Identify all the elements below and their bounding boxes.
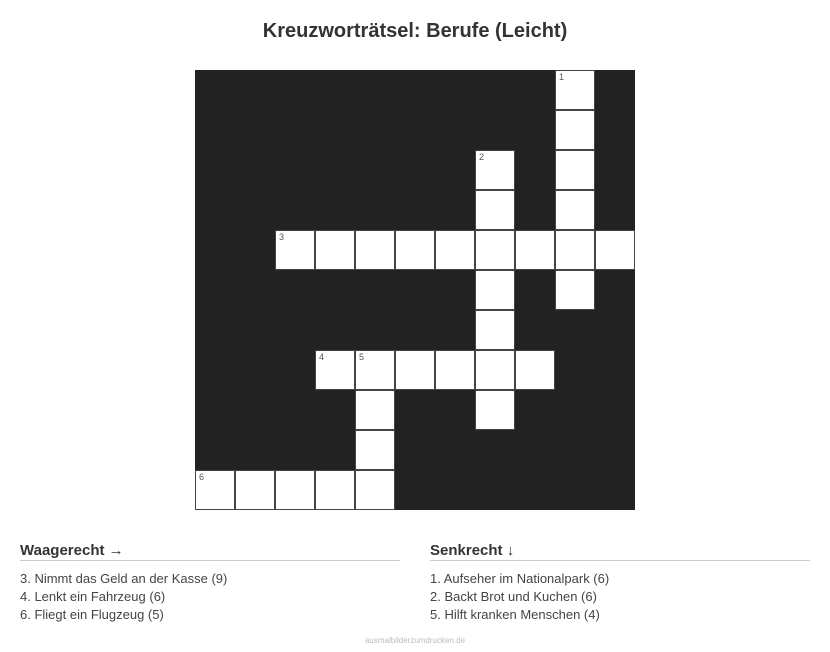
clue-item: 6. Fliegt ein Flugzeug (5) [20,607,164,622]
crossword-cell[interactable] [475,270,515,310]
crossword-cell[interactable] [475,350,515,390]
clue-item: 5. Hilft kranken Menschen (4) [430,607,600,622]
across-heading [20,542,400,561]
clue-item: 1. Aufseher im Nationalpark (6) [430,571,610,586]
clue-item: 2. Backt Brot und Kuchen (6) [430,589,597,604]
crossword-cell[interactable] [475,150,515,190]
crossword-cell[interactable] [315,350,355,390]
across-clue-list [20,570,400,624]
crossword-cell[interactable] [515,350,555,390]
clue-number: 4 [319,352,325,362]
crossword-cell[interactable] [475,230,515,270]
crossword-cell[interactable] [555,270,595,310]
crossword-cell[interactable] [515,230,555,270]
crossword-grid [195,70,635,510]
footer-watermark: ausmalbilderzumdrucken.de [364,636,466,645]
down-heading-label: Senkrecht [430,542,503,559]
across-heading-label: Waagerecht [20,542,105,559]
clue-number: 1 [559,72,565,82]
crossword-cell[interactable] [395,230,435,270]
down-clue-list [430,570,810,624]
crossword-cell[interactable] [435,230,475,270]
crossword-cell[interactable] [555,110,595,150]
crossword-cell[interactable] [355,230,395,270]
crossword-cell[interactable] [275,230,315,270]
crossword-cell[interactable] [475,310,515,350]
crossword-cell[interactable] [355,470,395,510]
clue-number: 6 [199,472,205,482]
crossword-cell[interactable] [555,230,595,270]
clue-number: 3 [279,232,285,242]
crossword-cell[interactable] [395,350,435,390]
down-arrow-icon: ↓ [506,542,515,559]
crossword-cell[interactable] [235,470,275,510]
clue-number: 2 [479,152,485,162]
clue-item: 3. Nimmt das Geld an der Kasse (9) [20,571,228,586]
crossword-cell[interactable] [355,430,395,470]
clue-item: 4. Lenkt ein Fahrzeug (6) [20,589,166,604]
crossword-cell[interactable] [475,390,515,430]
crossword-cell[interactable] [355,390,395,430]
page-title: Kreuzworträtsel: Berufe (Leicht) [262,20,568,42]
right-arrow-icon: → [108,542,124,559]
clue-number: 5 [359,352,365,362]
crossword-cell[interactable] [435,350,475,390]
crossword-cell[interactable] [315,230,355,270]
crossword-cell[interactable] [315,470,355,510]
crossword-cell[interactable] [195,470,235,510]
crossword-cell[interactable] [355,350,395,390]
down-heading [430,542,810,561]
crossword-cell[interactable] [555,190,595,230]
crossword-cell[interactable] [475,190,515,230]
across-clues [20,542,400,624]
crossword-cell[interactable] [555,70,595,110]
crossword-cell[interactable] [595,230,635,270]
down-clues [430,542,810,624]
crossword-cell[interactable] [555,150,595,190]
crossword-cell[interactable] [275,470,315,510]
